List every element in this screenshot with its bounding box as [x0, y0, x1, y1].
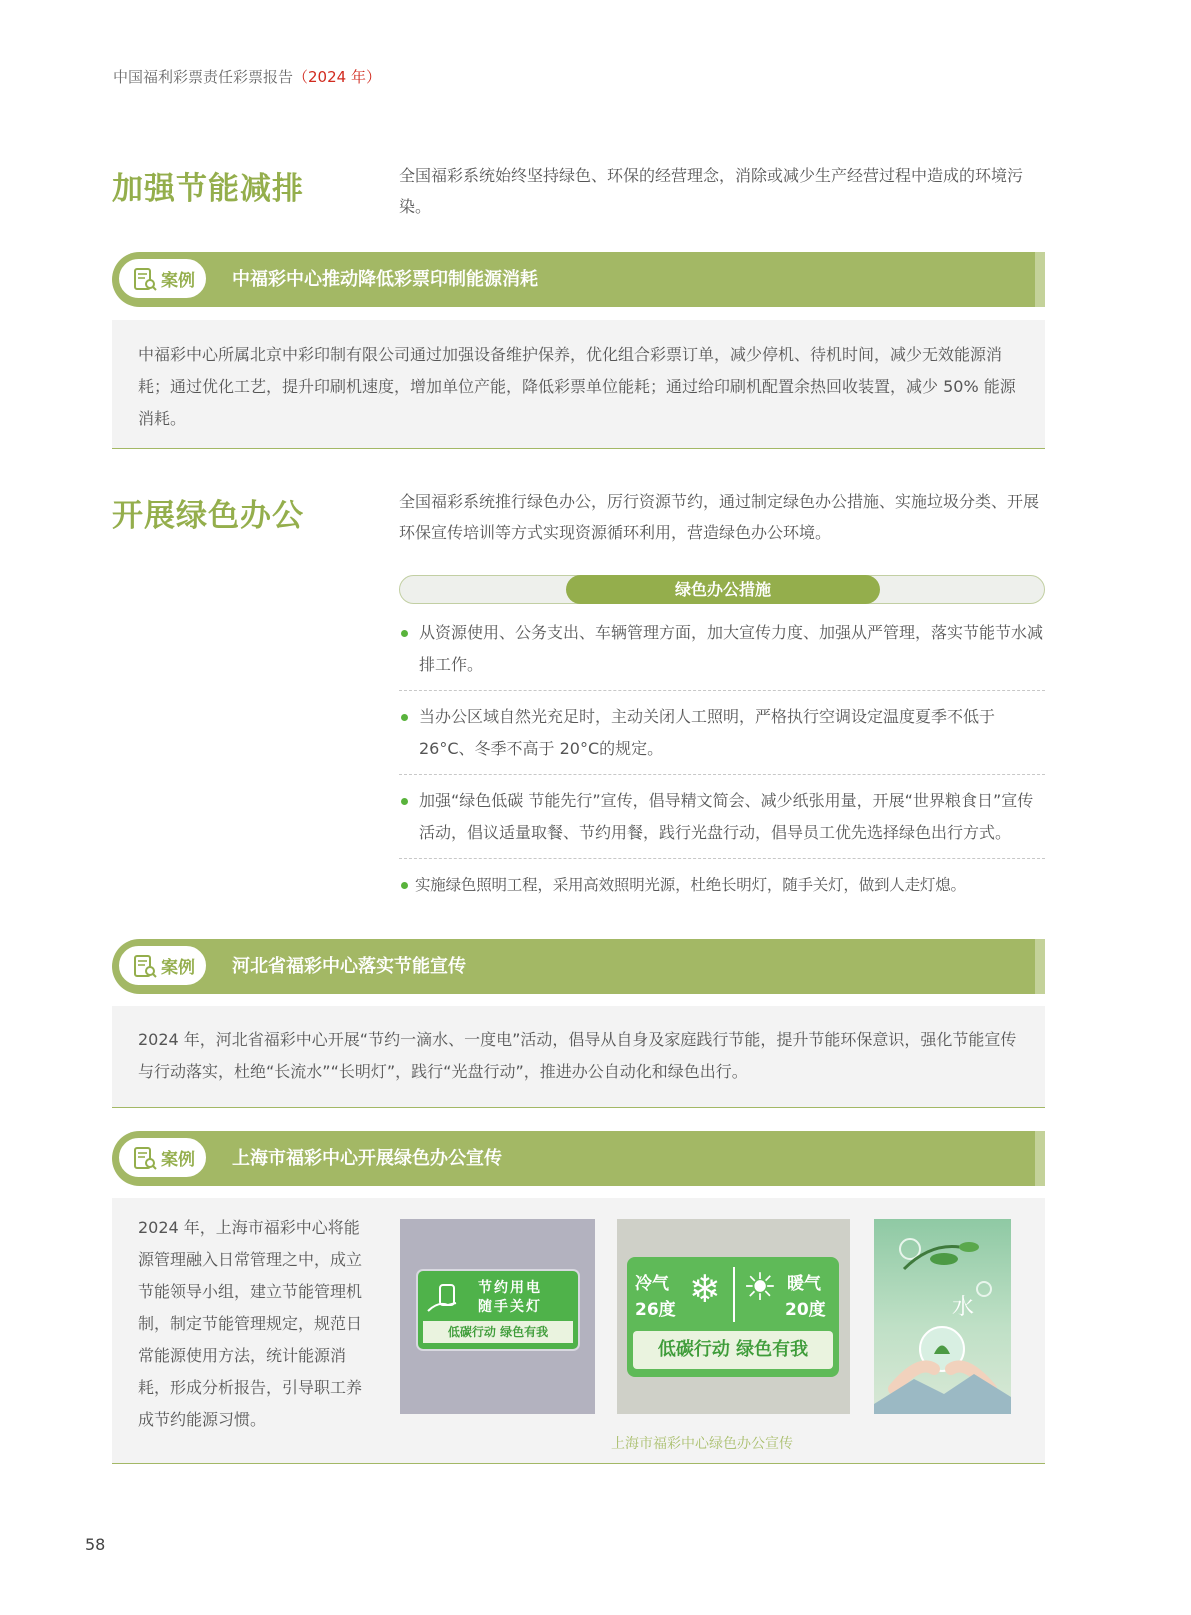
bullet-dot-icon: [401, 714, 408, 721]
sun-icon: ☀: [743, 1265, 778, 1309]
temperature-sign-slogan: 低碳行动 绿色有我: [633, 1331, 833, 1369]
water-poster-illustration-icon: [874, 1219, 1011, 1414]
bullet-dot-icon: [401, 882, 408, 889]
case-banner: [112, 1131, 1045, 1186]
report-title: 中国福利彩票责任彩票报告: [113, 68, 294, 86]
warm-air-label: 暖气: [787, 1274, 821, 1294]
electricity-sign-line2: 随手关灯: [478, 1299, 542, 1315]
case-document-icon: [130, 265, 158, 293]
list-item: [399, 701, 1045, 775]
list-item: [399, 785, 1045, 859]
case-banner-tail: [1035, 939, 1045, 994]
case-badge-label: 案例: [161, 958, 195, 978]
section-title-energy-saving: 加强节能减排: [112, 171, 304, 207]
cold-air-label: 冷气: [635, 1274, 669, 1294]
electricity-sign-slogan: 低碳行动 绿色有我: [423, 1321, 573, 1343]
case-title: 中福彩中心推动降低彩票印制能源消耗: [232, 269, 538, 290]
report-year: （2024 年）: [293, 68, 381, 86]
case-box: [112, 1006, 1045, 1108]
sign-divider: [733, 1267, 735, 1322]
case-box: [112, 1198, 1045, 1464]
photo-ac-temperature-sign: [617, 1219, 850, 1414]
measures-header-title: 绿色办公措施: [566, 575, 880, 604]
list-item-text: 当办公区域自然光充足时，主动关闭人工照明，严格执行空调设定温度夏季不低于 26°C、冬季不高于 20°C的规定。: [419, 707, 996, 758]
case-title: 上海市福彩中心开展绿色办公宣传: [232, 1148, 502, 1169]
list-item-text: 加强“绿色低碳 节能先行”宣传，倡导精文简会、减少纸张用量，开展“世界粮食日”宣传活动，倡议适量取餐、节约用餐，践行光盘行动，倡导员工优先选择绿色出行方式。: [419, 791, 1034, 842]
cold-air-temp: 26度: [635, 1300, 676, 1320]
case-banner: [112, 939, 1045, 994]
list-item: [399, 869, 1045, 910]
photo-caption: 上海市福彩中心绿色办公宣传: [611, 1436, 793, 1452]
case-badge: [116, 943, 209, 988]
case-banner-tail: [1035, 1131, 1045, 1186]
case-banner: [112, 252, 1045, 307]
electricity-sign-plate: [418, 1271, 578, 1349]
section-intro-energy-saving: 全国福彩系统始终坚持绿色、环保的经营理念，消除或减少生产经营过程中造成的环境污染。: [399, 166, 1024, 216]
photo-save-water-poster: [874, 1219, 1011, 1414]
measures-list: [399, 617, 1045, 920]
case-banner-tail: [1035, 252, 1045, 307]
report-header: [113, 66, 381, 87]
hand-switch-icon: [426, 1281, 468, 1317]
case-badge: [116, 256, 209, 301]
page-number: 58: [85, 1535, 106, 1554]
electricity-sign-line1: 节约用电: [478, 1280, 542, 1296]
section-intro-green-office: 全国福彩系统推行绿色办公，厉行资源节约，通过制定绿色办公措施、实施垃圾分类、开展环保宣传培训等方式实现资源循环利用，营造绿色办公环境。: [399, 492, 1040, 542]
case-body: 2024 年，河北省福彩中心开展“节约一滴水、一度电”活动，倡导从自身及家庭践行节能，提升节能环保意识，强化节能宣传与行动落实，杜绝“长流水”“长明灯”，践行“光盘行动”，推进办公自动化和绿色出行。: [138, 1030, 1017, 1081]
case-badge-label: 案例: [161, 1150, 195, 1170]
case-box: [112, 320, 1045, 449]
case-document-icon: [130, 1144, 158, 1172]
case-badge-label: 案例: [161, 271, 195, 291]
snowflake-icon: ❄: [689, 1267, 721, 1311]
list-item: [399, 617, 1045, 691]
warm-air-temp: 20度: [785, 1300, 826, 1320]
section-title-green-office: 开展绿色办公: [112, 498, 304, 534]
bullet-dot-icon: [401, 630, 408, 637]
case-title: 河北省福彩中心落实节能宣传: [232, 956, 466, 977]
case-badge: [116, 1135, 209, 1180]
svg-text:水: 水: [952, 1295, 975, 1320]
list-item-text: 从资源使用、公务支出、车辆管理方面，加大宣传力度、加强从严管理，落实节能节水减排工作。: [419, 623, 1044, 674]
list-item-text: 实施绿色照明工程，采用高效照明光源，杜绝长明灯，随手关灯，做到人走灯熄。: [415, 876, 966, 894]
photo-save-electricity-sign: [400, 1219, 595, 1414]
bullet-dot-icon: [401, 798, 408, 805]
case-document-icon: [130, 952, 158, 980]
case-body: 中福彩中心所属北京中彩印制有限公司通过加强设备维护保养，优化组合彩票订单，减少停机、待机时间，减少无效能源消耗；通过优化工艺，提升印刷机速度，增加单位产能，降低彩票单位能耗；通过给印刷机配置余热回收装置，减少 50% 能源消耗。: [138, 345, 1016, 428]
temperature-sign-plate: [627, 1257, 839, 1377]
case-body: 2024 年，上海市福彩中心将能源管理融入日常管理之中，成立节能领导小组，建立节能管理机制，制定节能管理规定，规范日常能源使用方法，统计能源消耗，形成分析报告，引导职工养成节约能源习惯。: [138, 1218, 363, 1429]
